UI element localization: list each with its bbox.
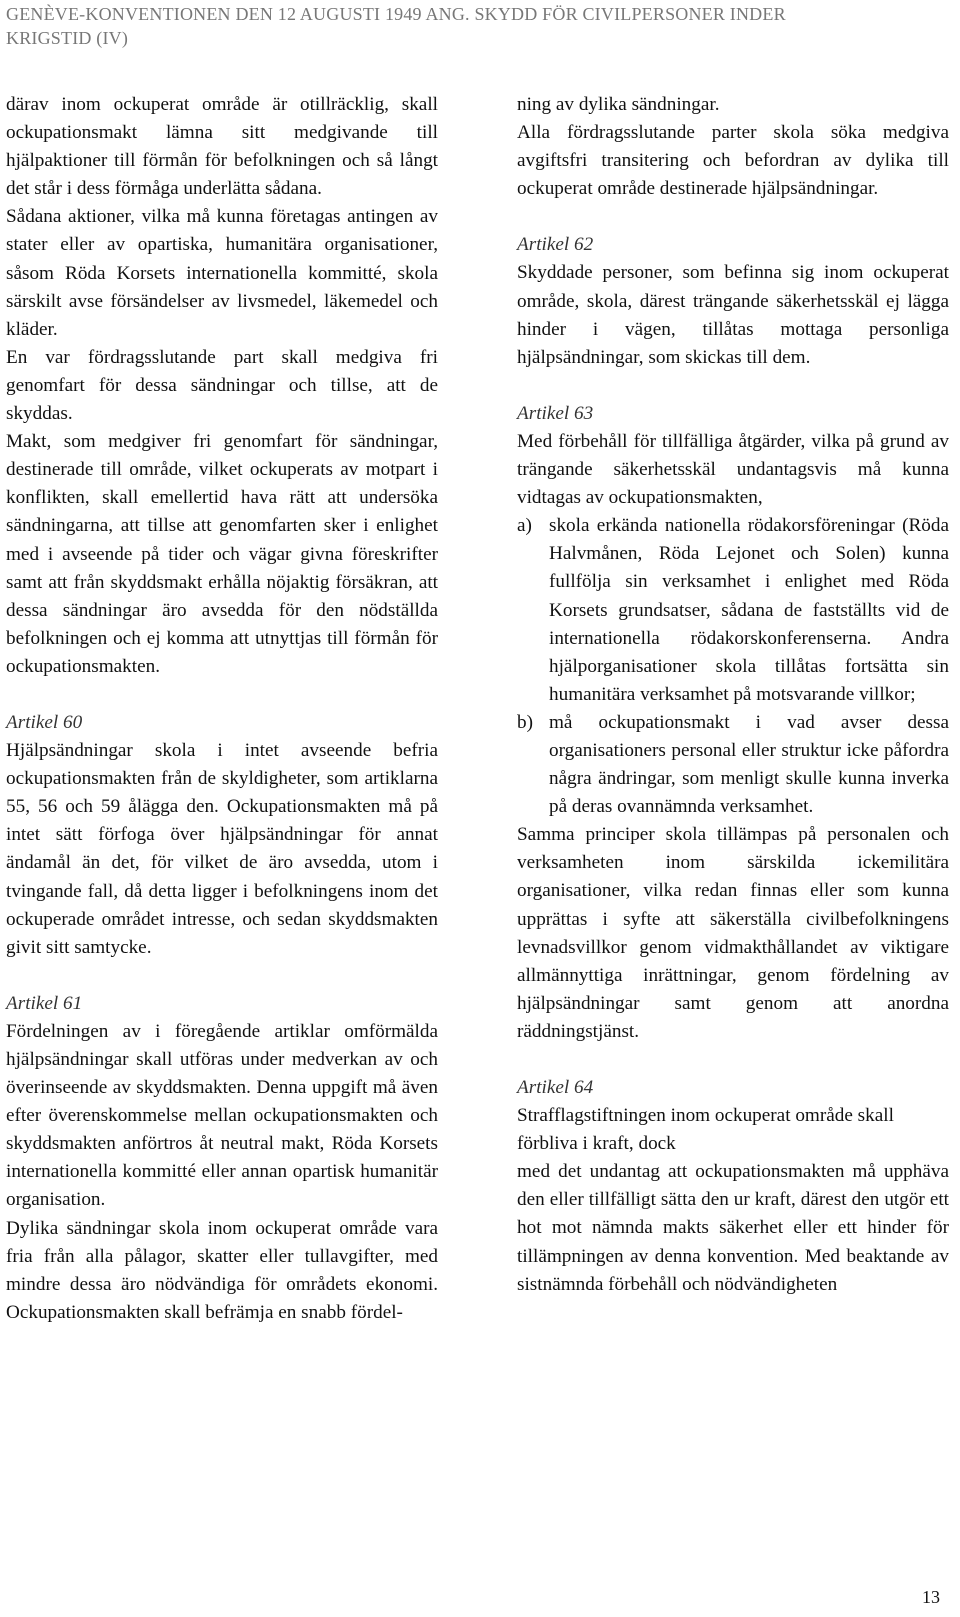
list-item-text: skola erkända nationella rödakorsföreningar (Röda Halvmånen, Röda Lejonet och Solen) kunna fullfölja sin verksamhet i enlighet med Röda Korsets grundsatser, sådana de fastställts vid de internationella rödakorskonferenserna. Andra hjälporganisationer skola tillåtas fortsätta sin humanitära verksamhet på motsvarande villkor; — [549, 515, 949, 705]
page-number: 13 — [922, 1587, 940, 1607]
paragraph: Samma principer skola tillämpas på personalen och verksamheten inom särskilda ickemilitära organisationer, vilka redan finnas eller som kunna upprättas i syfte att säkerställa civilbefolkningens levnadsvillkor genom vidmakthållandet av viktigare allmännyttiga inrättningar, genom fördelning av hjälpsändningar samt genom att anordna räddningstjänst. — [517, 824, 949, 1042]
list-item-label: b) — [517, 711, 533, 733]
list-item — [517, 512, 949, 709]
paragraph: Dylika sändningar skola inom ockuperat område vara fria från alla pålagor, skatter eller tullavgifter, med mindre dessa äro nödvändiga för områdets ekonomi. Ockupationsmakten skall befrämja en snabb fördel- — [6, 1217, 438, 1323]
article-63-list — [517, 512, 949, 821]
list-item-text: må ockupationsmakt i vad avser dessa organisationers personal eller struktur icke påfordra några ändringar, som menligt skulle kunna inverka på deras ovannämnda verksamhet. — [549, 711, 949, 818]
paragraph: Fördelningen av i föregående artiklar omförmälda hjälpsändningar skall utföras under medverkan av och överinseende av skyddsmakten. Denna uppgift må även efter överenskommelse mellan ockupationsmakten och skyddsmakten anförtros åt neutral makt, Röda Korsets internationella kommitté eller annan opartisk humanitär organisation. — [6, 1020, 438, 1211]
list-item — [517, 709, 949, 821]
article-60-title: Artikel 60 — [6, 711, 83, 733]
paragraph: Strafflagstiftningen inom ockuperat område skall förbliva i kraft, dock — [517, 1105, 894, 1155]
paragraph: Med förbehåll för tillfälliga åtgärder, vilka på grund av trängande säkerhetsskäl undantagsvis må kunna vidtagas av ockupationsmakten, — [517, 430, 949, 509]
paragraph: ning av dylika sändningar. — [517, 94, 720, 115]
running-header-line-1: GENÈVE-KONVENTIONEN DEN 12 AUGUSTI 1949 ANG. SKYDD FÖR CIVILPERSONER INDER — [6, 4, 786, 24]
running-header-line-2: KRIGSTID (IV) — [6, 28, 129, 48]
paragraph: med det undantag att ockupationsmakten må upphäva den eller tillfälligt sätta den ur kraft, därest den utgör ett hot mot nämnda makts säkerhet eller ett hinder för tillämpningen av denna konvention. Med beaktande av sistnämnda förbehåll och nödvändigheten — [517, 1161, 949, 1295]
right-column — [517, 91, 949, 1299]
article-61-title: Artikel 61 — [6, 992, 83, 1014]
paragraph: Sådana aktioner, vilka må kunna företagas antingen av stater eller av opartiska, humanitära organisationer, såsom Röda Korsets internationella kommitté, skola särskilt avse försändelser av livsmedel, läkemedel och kläder. — [6, 206, 438, 340]
article-63-title: Artikel 63 — [517, 402, 594, 424]
paragraph: Makt, som medgiver fri genomfart för sändningar, destinerade till område, vilket ockuperats av motpart i konflikten, skall emellertid hava rätt att undersöka sändningarna, att tillse att genomfarten sker i enlighet med i avseende på tider och vägar givna föreskrifter samt att från skyddsmakt erhålla nöjaktig försäkran, att dessa sändningar äro avsedda för den nödställda befolkningen och ej komma att utnyttjas till förmån för ockupationsmakten. — [6, 431, 438, 677]
article-64-title: Artikel 64 — [517, 1077, 594, 1098]
running-header — [6, 2, 946, 50]
paragraph: En var fördragsslutande part skall medgiva fri genomfart för dessa sändningar och tillse, att de skyddas. — [6, 346, 438, 425]
paragraph: därav inom ockuperat område är otillräcklig, skall ockupationsmakt lämna sitt medgivande till hjälpaktioner till förmån för befolkningen och så långt det står i dess förmåga underlätta sådana. — [6, 94, 438, 200]
left-column — [6, 91, 438, 1327]
article-62-title: Artikel 62 — [517, 234, 594, 256]
list-item-label: a) — [517, 515, 532, 537]
paragraph: Alla fördragsslutande parter skola söka medgiva avgiftsfri transitering och befordran av dylika till ockuperat område destinerade hjälpsändningar. — [517, 122, 949, 200]
paragraph: Hjälpsändningar skola i intet avseende befria ockupationsmakten från de skyldigheter, som artiklarna 55, 56 och 59 ålägga den. Ockupationsmakten må på intet sätt förfoga över hjälpsändningar för annat ändamål än det, för vilket de äro avsedda, utom i tvingande fall, då detta ligger i befolkningens inom det ockuperade området intresse, och sedan skyddsmakten givit sitt samtycke. — [6, 740, 438, 958]
paragraph: Skyddade personer, som befinna sig inom ockuperat område, skola, därest trängande säkerhetsskäl ej lägga hinder i vägen, tillåtas mottaga personliga hjälpsändningar, som skickas till dem. — [517, 262, 949, 368]
